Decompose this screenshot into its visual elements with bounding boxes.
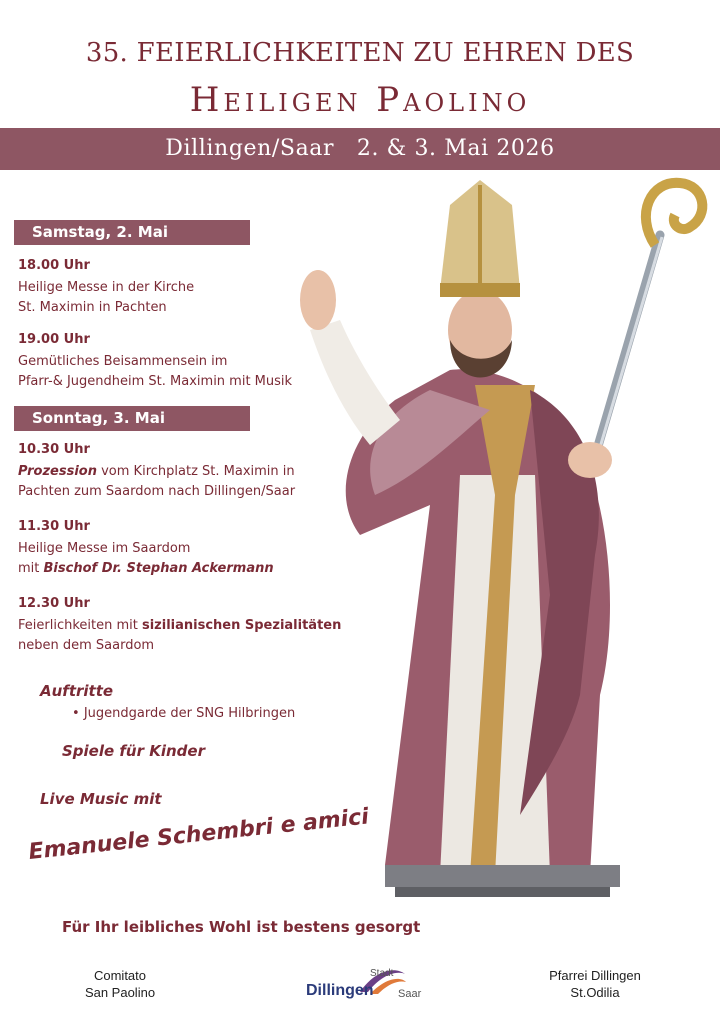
footer-organizer-left xyxy=(55,967,185,1001)
event-description xyxy=(18,462,295,502)
event-line: St. Maximin in Pachten xyxy=(18,300,167,315)
event-line: neben dem Saardom xyxy=(18,638,155,653)
event-line: Gemütliches Beisammensein im xyxy=(18,354,228,369)
event-description xyxy=(18,278,194,318)
event-line: mit xyxy=(18,561,44,576)
footer-organizer-right xyxy=(520,967,670,1001)
catering-text: Für Ihr leibliches Wohl ist bestens gesorgt xyxy=(62,918,421,936)
event-line: Pachten zum Saardom nach Dillingen/Saar xyxy=(18,484,296,499)
title-line-2: Heiligen Paolino xyxy=(189,80,531,120)
logo-main-text: Dillingen xyxy=(306,982,374,999)
bullet-icon: • xyxy=(72,706,80,721)
footer-line: San Paolino xyxy=(84,985,156,1000)
event-description xyxy=(18,539,274,579)
city-logo xyxy=(300,962,440,1006)
performer-list-item xyxy=(72,706,295,721)
event-time: 11.30 Uhr xyxy=(18,519,90,534)
event-line: Heilige Messe im Saardom xyxy=(18,541,191,556)
title-line-1: 35. FEIERLICHKEITEN ZU EHREN DES xyxy=(85,38,635,68)
event-emphasis: Bischof Dr. Stephan Ackermann xyxy=(43,561,274,576)
event-description xyxy=(18,616,341,656)
event-description xyxy=(18,352,292,392)
event-strong: sizilianischen Spezialitäten xyxy=(141,618,342,633)
kids-games-text: Spiele für Kinder xyxy=(62,742,205,760)
event-line: Heilige Messe in der Kirche xyxy=(18,280,195,295)
event-time: 12.30 Uhr xyxy=(18,596,90,611)
event-line: Feierlichkeiten mit xyxy=(18,618,142,633)
day-label-saturday: Samstag, 2. Mai xyxy=(14,220,250,245)
footer-line: Comitato xyxy=(93,968,147,983)
footer-line: St.Odilia xyxy=(570,985,620,1000)
event-emphasis: Prozession xyxy=(18,464,97,479)
event-time: 10.30 Uhr xyxy=(18,442,90,457)
event-time: 18.00 Uhr xyxy=(18,258,90,273)
event-line: vom Kirchplatz St. Maximin in xyxy=(96,464,295,479)
event-time: 19.00 Uhr xyxy=(18,332,90,347)
artist-name: Emanuele Schembri e amici xyxy=(27,804,370,865)
date-banner-text: Dillingen/Saar 2. & 3. Mai 2026 xyxy=(165,136,555,161)
logo-suffix-text: Saar xyxy=(398,988,422,1000)
performer-name: Jugendgarde der SNG Hilbringen xyxy=(83,706,296,721)
auftritte-heading: Auftritte xyxy=(40,682,114,700)
day-label-sunday: Sonntag, 3. Mai xyxy=(14,406,250,431)
logo-small-text: Stadt xyxy=(370,968,394,979)
saint-statue-image xyxy=(290,175,720,905)
live-music-text: Live Music mit xyxy=(40,790,162,808)
footer-line: Pfarrei Dillingen xyxy=(549,968,641,983)
event-line: Pfarr-& Jugendheim St. Maximin mit Musik xyxy=(18,374,293,389)
